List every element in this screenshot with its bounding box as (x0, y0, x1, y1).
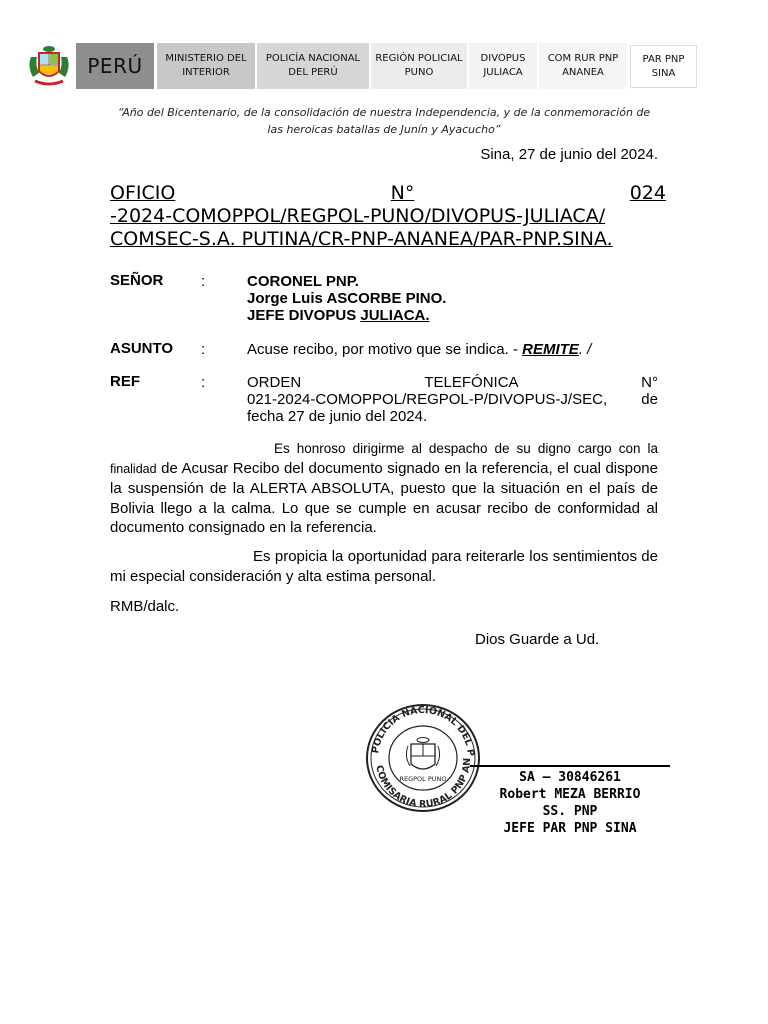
peru-coat-of-arms-icon (25, 43, 73, 89)
ref-line-3: fecha 27 de junio del 2024. (247, 408, 428, 425)
asunto-remite: REMITE (522, 341, 579, 358)
asunto-colon: : (201, 341, 206, 358)
year-motto: “Año del Bicentenario, de la consolidación de nuestra Independencia, y de la conmemoración de las heroicas batallas de Junín y Ayacucho” (117, 106, 651, 136)
header-com-rur: COM RUR PNP ANANEA (539, 43, 627, 89)
oficio-reference (110, 182, 666, 251)
closing: Dios Guarde a Ud. (475, 631, 600, 648)
document-date: Sina, 27 de junio del 2024. (480, 146, 658, 163)
header-region-policial: REGIÓN POLICIAL PUNO (371, 43, 467, 89)
oficio-word: OFICIO (110, 182, 176, 204)
body-paragraph-2: Es propicia la oportunidad para reiterarle los sentimientos de mi especial consideración y alta estima personal. (110, 548, 658, 585)
oficio-number: 024 (629, 182, 666, 204)
svg-text:POLICIA NACIONAL DEL PERÚ: POLICIA NACIONAL DEL P (370, 704, 477, 757)
header-ministerio: MINISTERIO DEL INTERIOR (157, 43, 255, 89)
svg-text:COMISARIA RURAL PNP ANANEA: COMISARIA RURAL PNP AN (373, 757, 474, 811)
body-p1-first-line: Es honroso dirigirme al despacho de su digno cargo con la (274, 441, 658, 456)
oficio-line-2: -2024-COMOPPOL/REGPOL-PUNO/DIVOPUS-JULIACA/ (110, 205, 606, 227)
addressee-city: JULIACA. (360, 307, 430, 324)
ref-line-1: ORDEN TELEFÓNICA N° (247, 374, 658, 391)
header-policia-nacional: POLICÍA NACIONAL DEL PERÚ (257, 43, 369, 89)
stamp-inner-text: REGPOL PUNO (399, 775, 447, 783)
header-peru: PERÚ (76, 43, 154, 89)
addressee-name: Jorge Luis ASCORBE PINO. (247, 290, 447, 307)
asunto-label: ASUNTO (110, 340, 174, 357)
oficio-num-label: N° (390, 182, 415, 204)
senor-colon: : (201, 273, 206, 290)
ref-line-2: 021-2024-COMOPPOL/REGPOL-P/DIVOPUS-J/SEC, de (247, 391, 658, 408)
signature-name: Robert MEZA BERRIO (499, 787, 641, 802)
signature-title: JEFE PAR PNP SINA (503, 821, 637, 836)
ref-text (247, 374, 658, 425)
asunto-text: Acuse recibo, por motivo que se indica. - REMITE. / (247, 341, 592, 358)
ref-label: REF (110, 373, 140, 390)
senor-label: SEÑOR (110, 272, 164, 289)
signature-id: SA – 30846261 (519, 770, 621, 785)
oficio-line-3: COMSEC-S.A. PUTINA/CR-PNP-ANANEA/PAR-PNP.SINA. (110, 228, 613, 250)
header-divopus: DIVOPUS JULIACA (469, 43, 537, 89)
addressee (247, 273, 446, 324)
addressee-title: JEFE DIVOPUS JULIACA. (247, 307, 430, 324)
header-par-pnp: PAR PNP SINA (630, 45, 697, 88)
signature-block (470, 765, 670, 837)
initials: RMB/dalc. (110, 598, 180, 615)
signature-rank: SS. PNP (542, 804, 598, 819)
body-p1-rest: de Acusar Recibo del documento signado en la referencia, el cual dispone la suspensión de la ALERTA ABSOLUTA, puesto que la situación en el país de Bolivia llego a la calma. Lo que se cumple en acusar recibo de conformidad al documento consignado en la referencia. (110, 459, 658, 536)
police-stamp (364, 702, 482, 814)
body-p1-finalidad: finalidad (110, 461, 157, 476)
ref-colon: : (201, 374, 206, 391)
body-paragraph-1 (110, 439, 658, 538)
addressee-rank: CORONEL PNP. (247, 273, 359, 290)
